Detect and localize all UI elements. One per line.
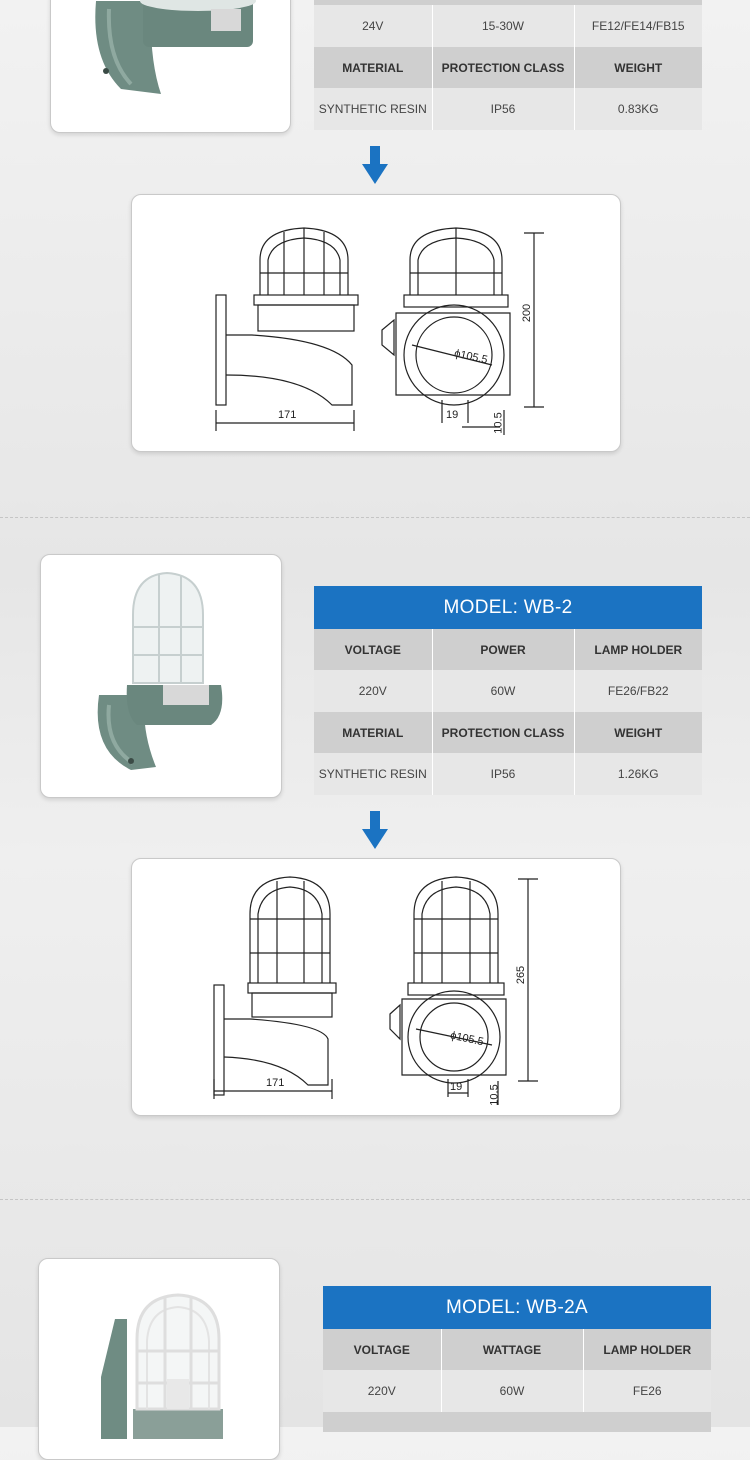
material-value: SYNTHETIC RESIN bbox=[314, 753, 432, 795]
width-dimension-label: 171 bbox=[266, 1077, 285, 1089]
voltage-value: 220V bbox=[323, 1370, 441, 1412]
down-arrow-icon bbox=[362, 811, 388, 849]
weight-header: WEIGHT bbox=[574, 47, 702, 88]
product-photo-card bbox=[40, 554, 282, 798]
lamp-holder-value: FE12/FE14/FB15 bbox=[574, 5, 702, 47]
down-arrow-icon bbox=[362, 146, 388, 184]
section-divider bbox=[0, 1199, 750, 1200]
height-dimension-label: 265 bbox=[515, 965, 528, 985]
lamp-holder-value: FE26/FB22 bbox=[574, 670, 702, 712]
product-photo-card bbox=[50, 0, 291, 133]
wall-lamp-photo bbox=[39, 1259, 279, 1439]
wall-lamp-photo bbox=[41, 555, 281, 797]
power-value: 60W bbox=[432, 670, 574, 712]
lamp-holder-header: LAMP HOLDER bbox=[583, 1329, 711, 1370]
dimension-drawing-card bbox=[131, 194, 621, 452]
width-dimension-label: 171 bbox=[278, 409, 297, 421]
diameter-label: ϕ105.5 bbox=[453, 347, 489, 367]
bottom-dimension-label: 10.5 bbox=[492, 412, 505, 434]
dimension-drawing bbox=[132, 859, 620, 1115]
voltage-value: 24V bbox=[314, 5, 432, 47]
weight-header: WEIGHT bbox=[574, 712, 702, 753]
wattage-value: 60W bbox=[441, 1370, 583, 1412]
product-photo-card bbox=[38, 1258, 280, 1460]
wall-lamp-photo bbox=[51, 0, 290, 132]
height-dimension-label: 200 bbox=[521, 303, 534, 323]
spec-table-3 bbox=[323, 1286, 711, 1432]
power-header: POWER bbox=[432, 629, 574, 670]
protection-class-header: PROTECTION CLASS bbox=[432, 47, 574, 88]
small-dimension-label: 19 bbox=[450, 1081, 463, 1093]
lamp-holder-value: FE26 bbox=[583, 1370, 711, 1412]
bottom-dimension-label: 10.5 bbox=[488, 1084, 501, 1106]
diameter-label: ϕ105.5 bbox=[449, 1029, 485, 1049]
wattage-header: WATTAGE bbox=[441, 1329, 583, 1370]
spec-table-2 bbox=[314, 586, 702, 795]
voltage-header: VOLTAGE bbox=[323, 1329, 441, 1370]
material-header: MATERIAL bbox=[314, 712, 432, 753]
lamp-holder-header: LAMP HOLDER bbox=[574, 629, 702, 670]
weight-value: 0.83KG bbox=[574, 88, 702, 130]
dimension-drawing bbox=[132, 195, 620, 451]
protection-class-value: IP56 bbox=[432, 753, 574, 795]
model-title: MODEL: WB-2A bbox=[323, 1286, 711, 1329]
protection-class-header: PROTECTION CLASS bbox=[432, 712, 574, 753]
weight-value: 1.26KG bbox=[574, 753, 702, 795]
power-value: 15-30W bbox=[432, 5, 574, 47]
small-dimension-label: 19 bbox=[446, 409, 459, 421]
voltage-header: VOLTAGE bbox=[314, 629, 432, 670]
section-divider bbox=[0, 517, 750, 518]
material-header: MATERIAL bbox=[314, 47, 432, 88]
material-value: SYNTHETIC RESIN bbox=[314, 88, 432, 130]
dimension-drawing-card bbox=[131, 858, 621, 1116]
spec-table-1 bbox=[314, 0, 702, 130]
model-title: MODEL: WB-2 bbox=[314, 586, 702, 629]
voltage-value: 220V bbox=[314, 670, 432, 712]
protection-class-value: IP56 bbox=[432, 88, 574, 130]
